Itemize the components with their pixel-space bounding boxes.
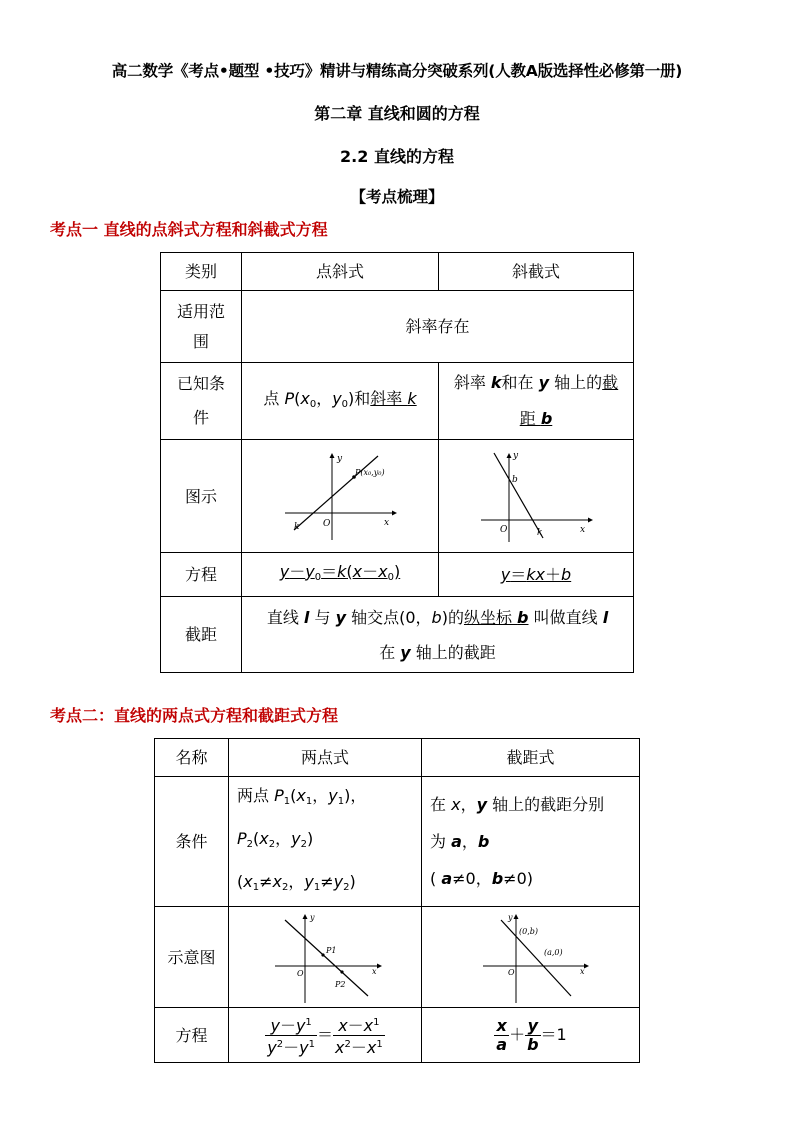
condition-label: 已知条 件: [161, 363, 242, 440]
svg-text:P(x₀,y₀): P(x₀,y₀): [355, 468, 385, 477]
equation-slope-intercept: y＝kx＋b: [439, 553, 634, 597]
diagram-slope-intercept: [439, 440, 634, 553]
summary-heading: 【考点梳理】: [350, 188, 444, 206]
svg-text:y: y: [513, 451, 519, 461]
svg-text:y: y: [310, 913, 315, 922]
document-title: 高二数学《考点•题型 •技巧》精讲与精练高分突破系列(人教A版选择性必修第一册): [111, 62, 683, 80]
point-slope-graph: [280, 450, 400, 542]
condition-label-2: 条件: [155, 777, 229, 907]
diagram-point-slope: [242, 440, 439, 553]
equation-label-2: 方程: [155, 1008, 229, 1063]
condition-two-point: 两点 $P_1(x_1$，$y_1$)， $P_2(x_2$，$y_2$) ($x_1\ne x_2$，$y_1\ne y_2$): [229, 777, 422, 907]
svg-text:P1: P1: [326, 946, 337, 955]
svg-text:O: O: [500, 525, 508, 535]
kp1-table: [160, 252, 634, 673]
equation-intercept-form: $\frac{x}{a}$ ＋ $\frac{y}{b}$ ＝1: [422, 1008, 640, 1063]
condition-point-slope: 点 $P(x_0$，$y_0$)和斜率 k: [242, 363, 439, 440]
svg-text:x: x: [579, 967, 585, 976]
svg-text:O: O: [507, 968, 515, 977]
kp2-table: [154, 738, 640, 1063]
condition-intercept-form: 在 x，y 轴上的截距分别 为 a，b ( a≠0，b≠0): [422, 777, 640, 907]
intercept-label: 截距: [161, 597, 242, 673]
diagram-label-2: 示意图: [155, 907, 229, 1008]
scope-label: 适用范 围: [161, 291, 242, 363]
header-slope-intercept: 斜截式: [439, 253, 634, 291]
kp2-heading: 考点二：直线的两点式方程和截距式方程: [50, 706, 339, 725]
svg-text:O: O: [323, 519, 331, 529]
header-point-slope: 点斜式: [242, 253, 439, 291]
diagram-label: 图示: [161, 440, 242, 553]
diagram-intercept-form: [422, 907, 640, 1008]
svg-text:k: k: [294, 522, 300, 532]
svg-text:y: y: [337, 454, 343, 464]
header-category: 类别: [161, 253, 242, 291]
slope-intercept-graph: [476, 450, 596, 542]
equation-two-point: $\frac{y-y^1}{y^2-y^1}$ ＝ $\frac{x-x^1}{x^2-x^1}$: [229, 1008, 422, 1063]
intercept-form-graph: [471, 911, 591, 1003]
equation-point-slope: $y-y_0=k(x-x_0)$: [242, 553, 439, 597]
svg-text:x: x: [372, 967, 377, 976]
two-point-graph: [265, 911, 385, 1003]
equation-label: 方程: [161, 553, 242, 597]
kp1-heading: 考点一 直线的点斜式方程和斜截式方程: [50, 220, 328, 239]
intercept-definition: 直线 l 与 y 轴交点(0，b)的纵坐标 b 叫做直线 l 在 y 轴上的截距: [242, 597, 634, 673]
svg-text:x: x: [384, 518, 390, 528]
svg-text:(0,b): (0,b): [518, 927, 538, 936]
svg-text:k: k: [537, 528, 543, 538]
svg-text:(a,0): (a,0): [543, 948, 563, 957]
header-two-point: 两点式: [229, 739, 422, 777]
svg-text:P2: P2: [335, 980, 346, 989]
header-name: 名称: [155, 739, 229, 777]
diagram-two-point: [229, 907, 422, 1008]
header-intercept-form: 截距式: [422, 739, 640, 777]
svg-text:b: b: [512, 475, 518, 485]
svg-text:x: x: [580, 525, 586, 535]
svg-text:O: O: [297, 969, 304, 978]
svg-text:y: y: [507, 913, 513, 922]
scope-value: 斜率存在: [242, 291, 634, 363]
condition-slope-intercept: 斜率 k和在 y 轴上的截 距 b: [439, 363, 634, 440]
section-title: 2.2 直线的方程: [340, 147, 454, 166]
chapter-title: 第二章 直线和圆的方程: [314, 104, 480, 123]
